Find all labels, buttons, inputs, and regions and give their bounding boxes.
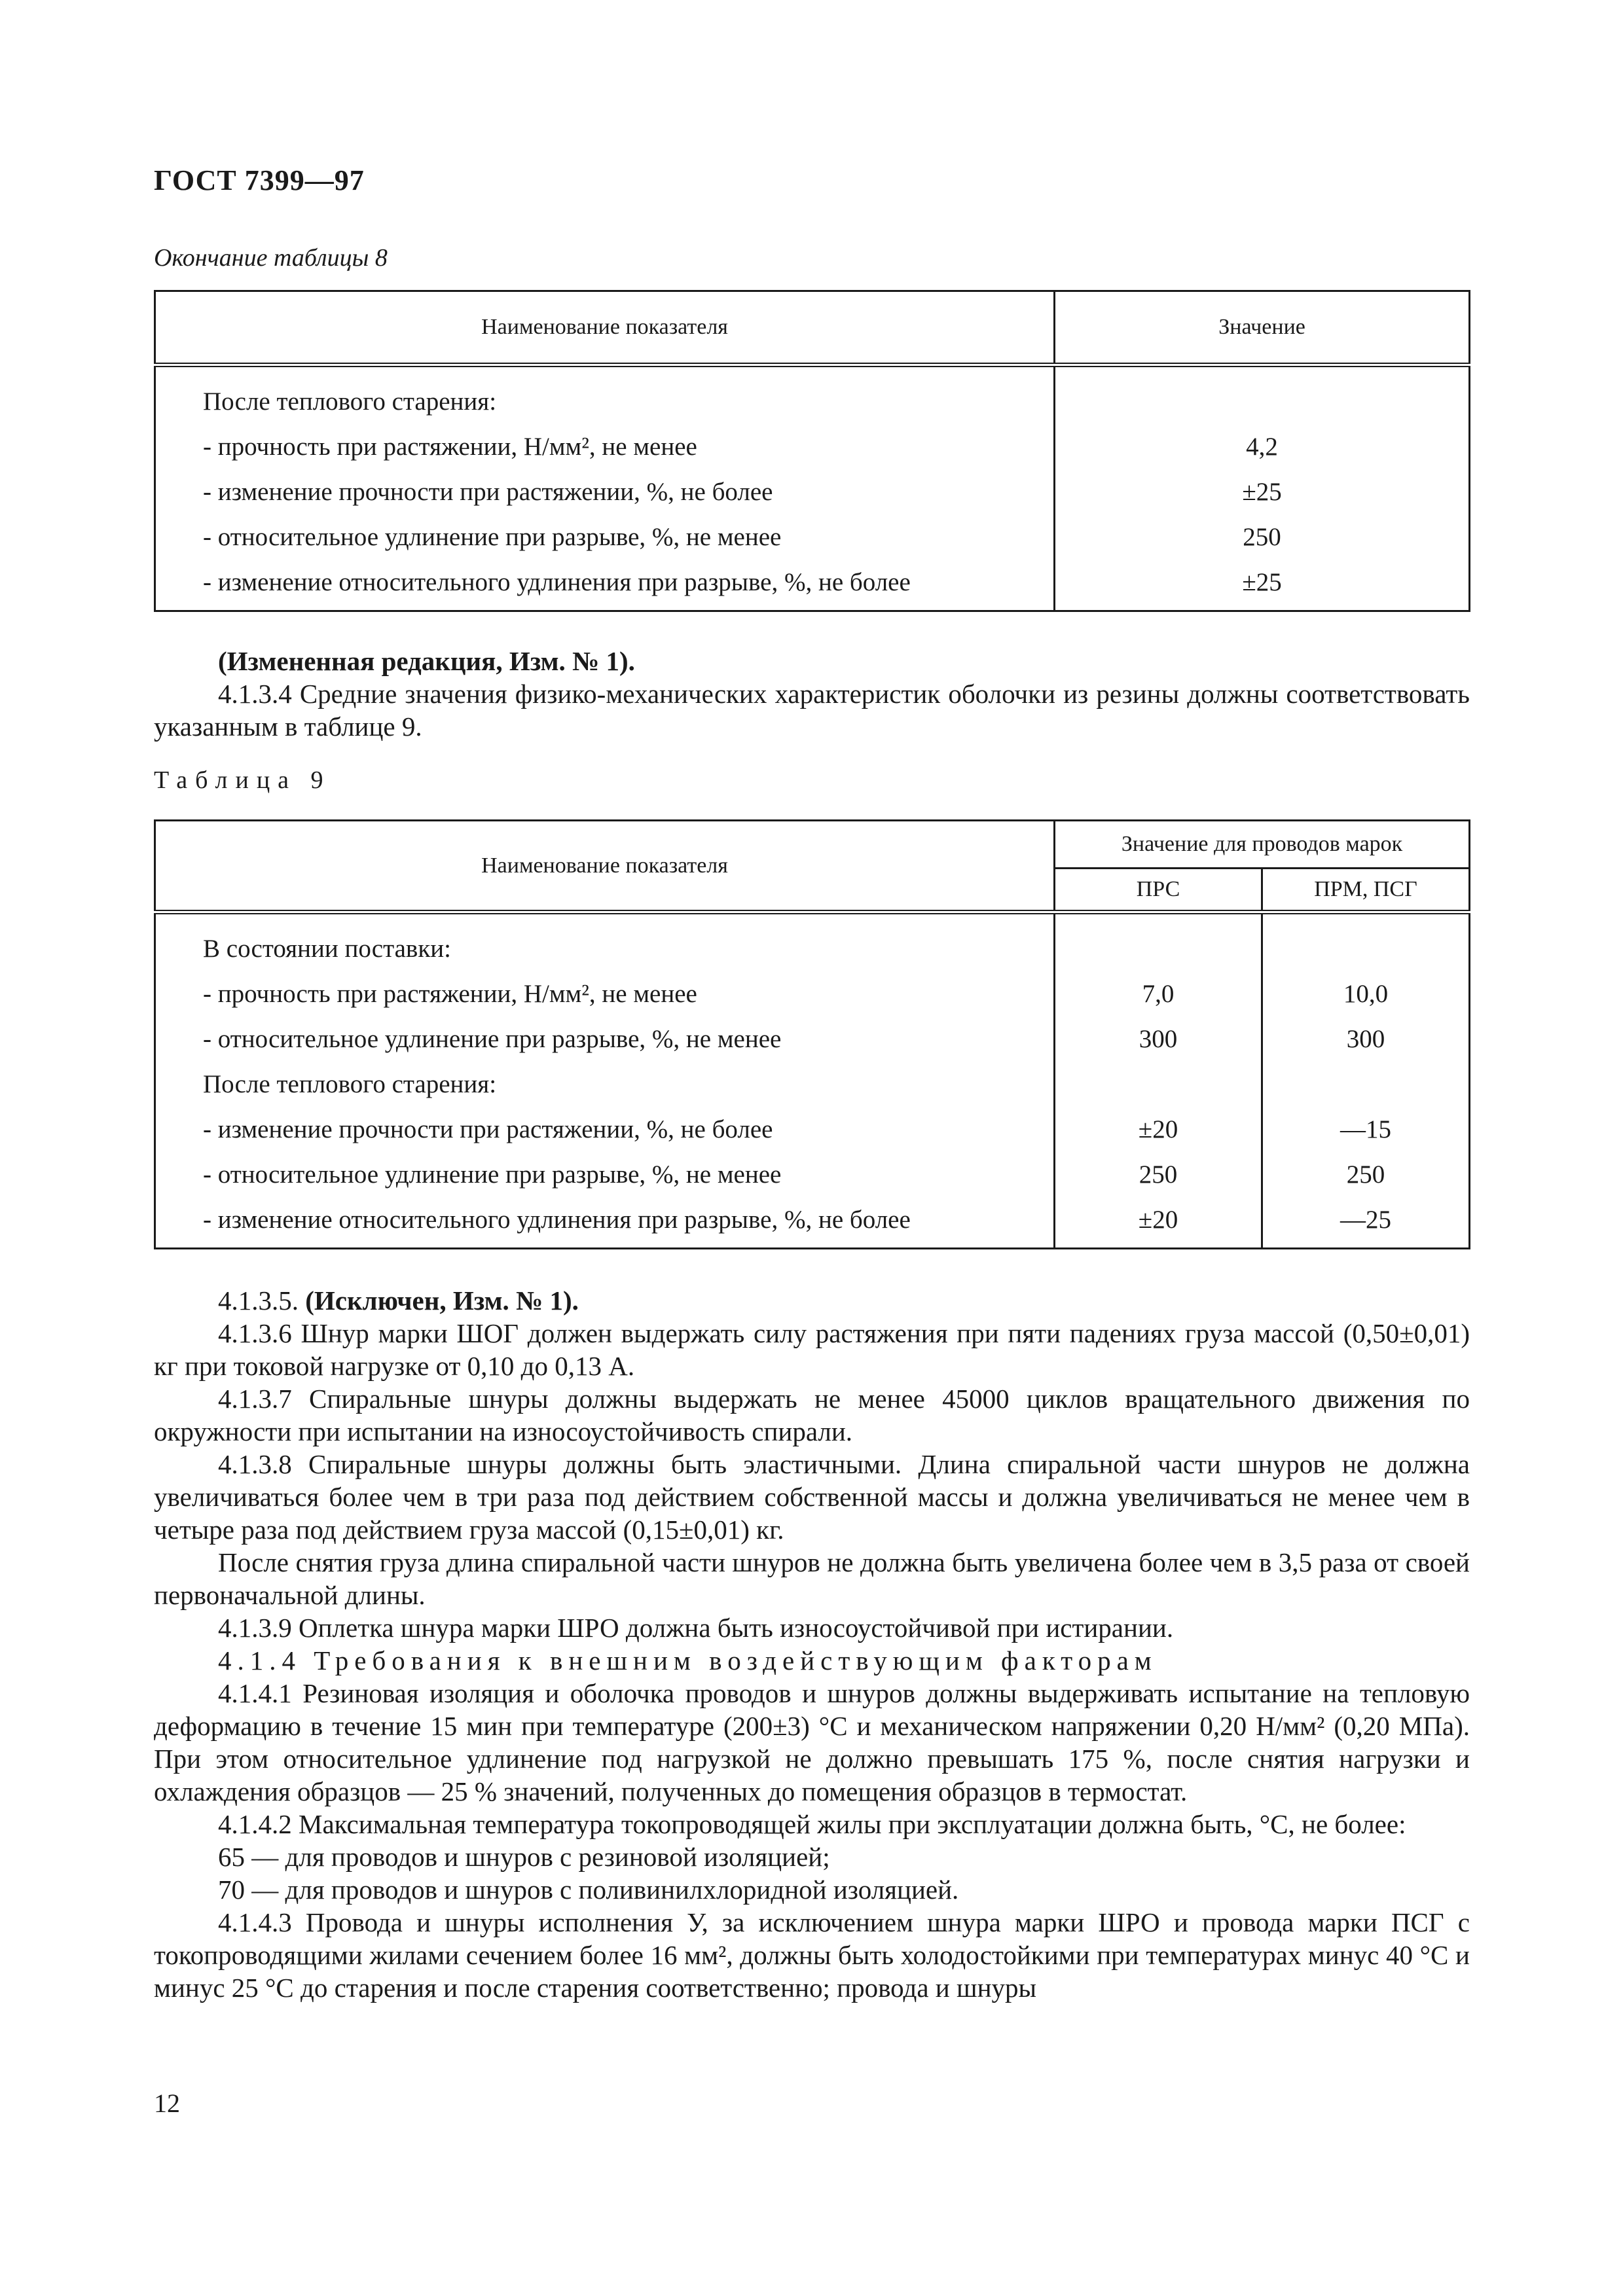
table-cell: 300 xyxy=(1346,1025,1385,1053)
table-cell: 300 xyxy=(1139,1025,1178,1053)
table-9 xyxy=(154,819,1470,1249)
table8-col-name-header: Наименование показателя xyxy=(155,291,1055,365)
section-4-1-4-heading: 4.1.4 Требования к внешним воздействующим факторам xyxy=(218,1645,1158,1676)
paragraph-4-1-3-5-number: 4.1.3.5. xyxy=(218,1285,299,1316)
table-cell: —25 xyxy=(1340,1206,1391,1234)
paragraph-4-1-3-5-note: (Исключен, Изм. № 1). xyxy=(305,1285,579,1316)
table9-col-prs-header: ПРС xyxy=(1055,869,1262,912)
table-row: - изменение относительного удлинения при разрыве, %, не более xyxy=(203,1206,911,1234)
table-cell: 10,0 xyxy=(1343,980,1389,1008)
edit-note: (Измененная редакция, Изм. № 1). xyxy=(218,646,635,676)
paragraph-4-1-3-9: 4.1.3.9 Оплетка шнура марки ШРО должна быть износоустойчивой при истирании. xyxy=(218,1613,1174,1643)
table-cell: —15 xyxy=(1340,1115,1391,1143)
table8-value-column xyxy=(1055,365,1470,611)
paragraph-4-1-4-2-item-a: 65 — для проводов и шнуров с резиновой изоляцией; xyxy=(218,1842,830,1872)
table8-body-row xyxy=(155,365,1470,611)
paragraph-4-1-4-2-item-b: 70 — для проводов и шнуров с поливинилхлоридной изоляцией. xyxy=(218,1874,959,1905)
table-row: - прочность при растяжении, Н/мм², не менее xyxy=(203,433,697,461)
table-cell xyxy=(1055,1062,1261,1107)
table8-caption: Окончание таблицы 8 xyxy=(154,244,388,272)
page-number: 12 xyxy=(154,2089,180,2118)
table-cell: ±25 xyxy=(1242,478,1282,506)
after-table8-text xyxy=(154,645,1470,743)
document-header: ГОСТ 7399—97 xyxy=(154,164,365,196)
table-cell xyxy=(1263,1062,1468,1107)
paragraph-4-1-3-8: 4.1.3.8 Спиральные шнуры должны быть эластичными. Длина спиральной части шнуров не должна увеличиваться более чем в три раза под действием собственной массы и должна увеличиваться не менее чем в четыре раза под действием груза массой (0,15±0,01) кг. xyxy=(154,1449,1470,1545)
table-row: - относительное удлинение при разрыве, %, не менее xyxy=(203,1025,782,1053)
table8-header-row xyxy=(155,291,1470,365)
paragraph-4-1-3-6: 4.1.3.6 Шнур марки ШОГ должен выдержать силу растяжения при пяти падениях груза массой (0,50±0,01) кг при токовой нагрузке от 0,10 до 0,13 А. xyxy=(154,1318,1470,1381)
paragraph-4-1-4-3: 4.1.4.3 Провода и шнуры исполнения У, за исключением шнура марки ШРО и провода марки ПСГ с токопроводящими жилами сечением более 16 мм², должны быть холодостойкими при температурах минус 40 °С и минус 25 °С до старения и после старения соответственно; провода и шнуры xyxy=(154,1907,1470,2003)
table-row: - изменение прочности при растяжении, %, не более xyxy=(203,1115,773,1143)
table9-prs-column xyxy=(1055,912,1262,1249)
paragraph-4-1-3-4: 4.1.3.4 Средние значения физико-механических характеристик оболочки из резины должны соответствовать указанным в таблице 9. xyxy=(154,679,1470,742)
table9-body-row xyxy=(155,912,1470,1249)
table-cell: ±20 xyxy=(1138,1206,1178,1234)
paragraph-4-1-4-2: 4.1.4.2 Максимальная температура токопроводящей жилы при эксплуатации должна быть, °С, не более: xyxy=(218,1809,1406,1839)
table-cell xyxy=(1055,926,1261,971)
table9-col-group-header: Значение для проводов марок xyxy=(1055,821,1470,869)
table-row: - изменение относительного удлинения при разрыве, %, не более xyxy=(203,568,911,596)
table9-caption: Таблица 9 xyxy=(154,766,331,794)
paragraph-4-1-4-1: 4.1.4.1 Резиновая изоляция и оболочка проводов и шнуров должны выдерживать испытание на тепловую деформацию в течение 15 мин при температуре (200±3) °С и механическом напряжении 0,20 Н/мм² (0,20 МПа). При этом относительное удлинение под нагрузкой не должно превышать 175 %, после снятия нагрузки и охлаждения образцов — 25 % значений, полученных до помещения образцов в термостат. xyxy=(154,1678,1470,1806)
table-cell: 250 xyxy=(1139,1160,1178,1189)
table9-header-row-1 xyxy=(155,821,1470,869)
table-cell: 4,2 xyxy=(1246,433,1278,461)
body-text xyxy=(154,1284,1470,2004)
table9-prm-column xyxy=(1262,912,1469,1249)
table-row: - относительное удлинение при разрыве, %, не менее xyxy=(203,523,782,551)
table-cell: 250 xyxy=(1346,1160,1385,1189)
table-cell: 7,0 xyxy=(1142,980,1175,1008)
paragraph-4-1-3-5 xyxy=(154,1284,1470,1317)
table-cell xyxy=(1263,926,1468,971)
table-cell: ±25 xyxy=(1242,568,1282,596)
table-row: После теплового старения: xyxy=(203,387,497,416)
table-cell xyxy=(1055,379,1468,424)
table9-col-prm-header: ПРМ, ПСГ xyxy=(1262,869,1469,912)
table-row: - прочность при растяжении, Н/мм², не менее xyxy=(203,980,697,1008)
table-cell: ±20 xyxy=(1138,1115,1178,1143)
paragraph-4-1-3-8-continued: После снятия груза длина спиральной части шнуров не должна быть увеличена более чем в 3,5 раза от своей первоначальной длины. xyxy=(154,1547,1470,1610)
table-8 xyxy=(154,290,1470,612)
table-row: После теплового старения: xyxy=(203,1070,497,1098)
table9-name-column xyxy=(155,912,1055,1249)
paragraph-4-1-3-7: 4.1.3.7 Спиральные шнуры должны выдержать не менее 45000 циклов вращательного движения по окружности при испытании на износоустойчивость спирали. xyxy=(154,1384,1470,1446)
table9-col-name-header: Наименование показателя xyxy=(155,821,1055,912)
table-row: В состоянии поставки: xyxy=(203,935,451,963)
table8-name-column xyxy=(155,365,1055,611)
table8-col-value-header: Значение xyxy=(1055,291,1470,365)
table-row: - изменение прочности при растяжении, %, не более xyxy=(203,478,773,506)
table-cell: 250 xyxy=(1243,523,1281,551)
table-row: - относительное удлинение при разрыве, %, не менее xyxy=(203,1160,782,1189)
